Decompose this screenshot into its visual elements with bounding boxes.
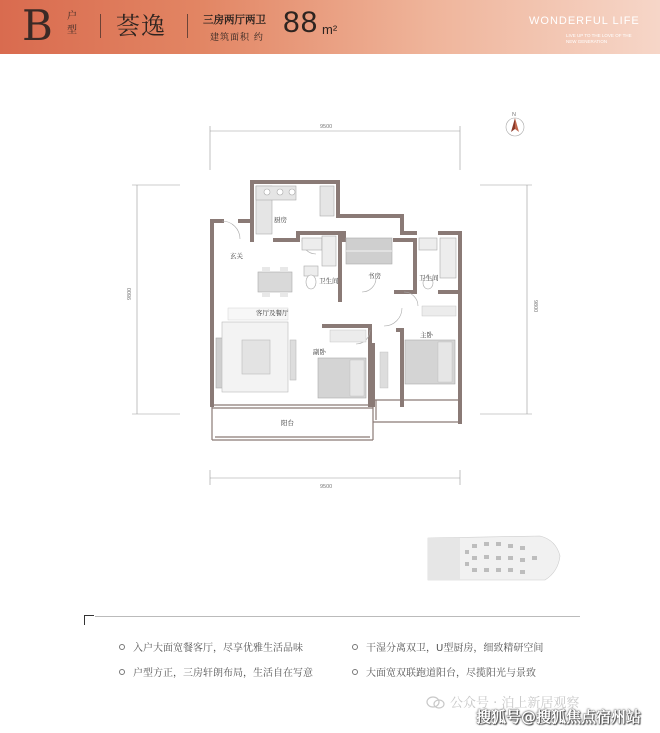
north-arrow-icon xyxy=(506,118,524,136)
room-label-bath-left: 卫生间 xyxy=(319,277,339,285)
panel-corner xyxy=(84,615,94,625)
feature-item: 户型方正，三房轩朗布局，生活自在写意 xyxy=(119,667,313,681)
watermark-sohu: 搜狐号@搜狐焦点宿州站 xyxy=(476,708,642,726)
brand-slogan: LIVE UP TO THE LOVE OF THE NEW GENERATION xyxy=(566,33,632,44)
layout-text: 三房两厅两卫 xyxy=(203,14,266,26)
room-label-second: 副卧 xyxy=(313,348,326,356)
feature-item: 大面宽双联跑道阳台，尽揽阳光与景致 xyxy=(352,667,536,681)
unit-type-letter: B xyxy=(22,1,53,50)
key-plan-map xyxy=(428,536,560,580)
watermark-wechat: 公众号 · 泊上新居观察 xyxy=(450,696,580,711)
room-label-living: 客厅及餐厅 xyxy=(256,309,289,317)
dimension-right: 9800 xyxy=(532,300,538,313)
north-label: N xyxy=(512,112,516,118)
unit-name: 荟逸 xyxy=(116,12,166,40)
area-label: 建筑面积 约 xyxy=(210,33,264,43)
room-label-entrance: 玄关 xyxy=(230,252,243,260)
area-unit: m² xyxy=(322,22,338,37)
room-label-study: 书房 xyxy=(368,272,381,280)
brand-text: WONDERFUL LIFE xyxy=(529,15,640,27)
feature-item: 干湿分离双卫，U型厨房，细致精研空间 xyxy=(352,642,543,656)
dimension-left: 9800 xyxy=(127,287,133,300)
room-label-balcony: 阳台 xyxy=(281,419,294,427)
room-label-kitchen: 厨房 xyxy=(274,216,287,224)
room-label-master: 主卧 xyxy=(420,331,433,339)
feature-item: 入户大面宽餐客厅，尽享优雅生活品味 xyxy=(119,642,303,656)
unit-type-label: 户型 xyxy=(67,11,77,36)
dimension-top: 9500 xyxy=(320,124,333,130)
bullet-icon xyxy=(352,669,358,675)
wechat-icon xyxy=(426,696,446,710)
bullet-icon xyxy=(352,644,358,650)
room-label-bath-right: 卫生间 xyxy=(419,274,439,282)
area-value: 88 xyxy=(283,6,319,39)
study-furniture xyxy=(346,238,392,264)
dimension-bottom: 9500 xyxy=(320,484,333,490)
bullet-icon xyxy=(119,644,125,650)
bullet-icon xyxy=(119,669,125,675)
panel-rule xyxy=(95,616,580,617)
